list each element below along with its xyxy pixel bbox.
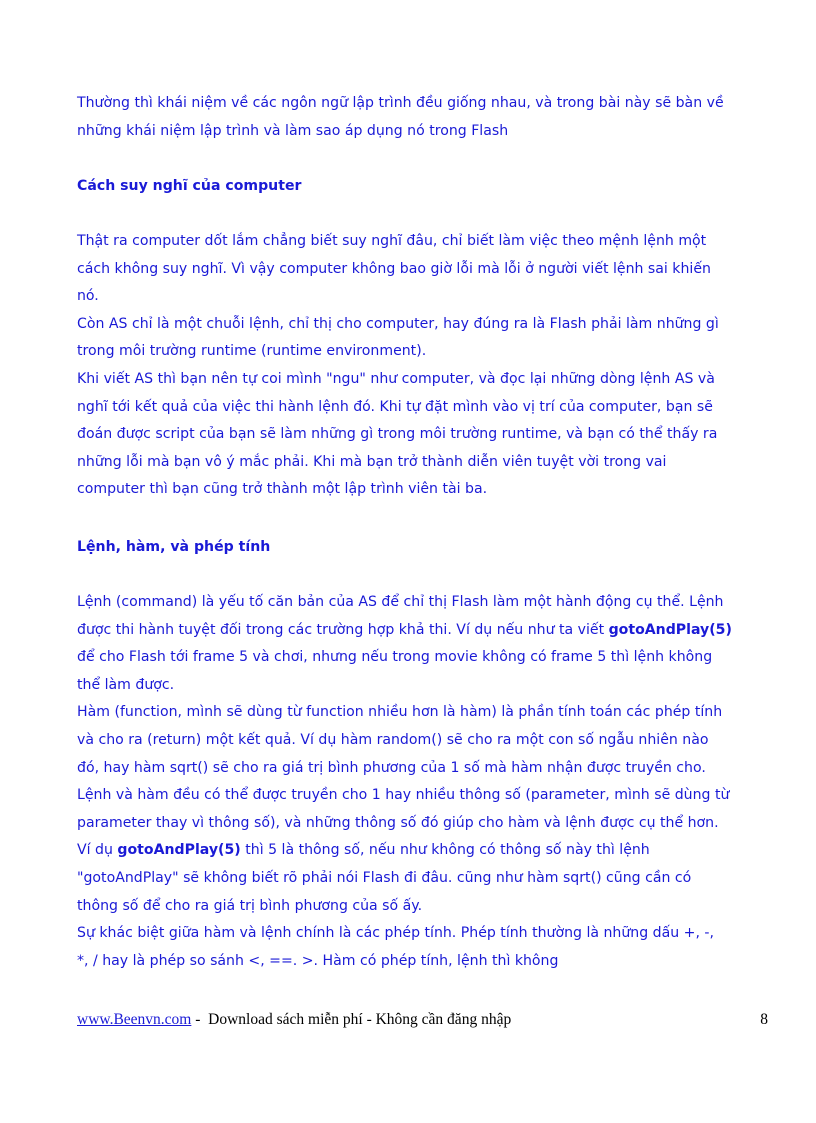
text-line: đó, hay hàm sqrt() sẽ cho ra giá trị bình phương của 1 số mà hàm nhận được truyền cho. <box>77 759 706 776</box>
text-line: Sự khác biệt giữa hàm và lệnh chính là các phép tính. Phép tính thường là những dấu +, -, <box>77 925 714 942</box>
text-line: trong môi trường runtime (runtime environment). <box>77 343 427 360</box>
intro-paragraph <box>77 90 777 145</box>
text-line: và cho ra (return) một kết quả. Ví dụ hàm random() sẽ cho ra một con số ngẫu nhiên nào <box>77 731 709 748</box>
inline-code: gotoAndPlay(5) <box>608 621 732 638</box>
section-body-computer-thinking <box>77 228 777 504</box>
text-line: Lệnh và hàm đều có thể được truyền cho 1 hay nhiều thông số (parameter, mình sẽ dùng từ <box>77 787 730 804</box>
text-line: những khái niệm lập trình và làm sao áp dụng nó trong Flash <box>77 122 509 139</box>
text-line: Lệnh (command) là yếu tố căn bản của AS để chỉ thị Flash làm một hành động cụ thể. Lệnh <box>77 594 724 610</box>
text-line: thông số để cho ra giá trị bình phương của số ấy. <box>77 897 423 914</box>
text-line: computer thì bạn cũng trở thành một lập trình viên tài ba. <box>77 481 488 498</box>
text-line: "gotoAndPlay" sẽ không biết rõ phải nói Flash đi đâu. cũng như hàm sqrt() cũng cần có <box>77 869 692 886</box>
text-line: nó. <box>77 288 99 305</box>
inline-code: gotoAndPlay(5) <box>117 842 241 859</box>
text-line: thể làm được. <box>77 676 175 693</box>
text-line: Thật ra computer dốt lắm chẳng biết suy nghĩ đâu, chỉ biết làm việc theo mệnh lệnh một <box>77 233 707 249</box>
section-body-commands-functions <box>77 589 777 975</box>
page-number: 8 <box>760 1011 768 1028</box>
text-line: Còn AS chỉ là một chuỗi lệnh, chỉ thị cho computer, hay đúng ra là Flash phải làm những gì <box>77 315 719 332</box>
text-line: Khi viết AS thì bạn nên tự coi mình "ngu" như computer, và đọc lại những dòng lệnh AS và <box>77 370 715 387</box>
text-line: được thi hành tuyệt đối trong các trường hợp khả thi. Ví dụ nếu như ta viết gotoAndPlay(5) <box>77 621 732 638</box>
text-line: cách không suy nghĩ. Vì vậy computer không bao giờ lỗi mà lỗi ở người viết lệnh sai khiến <box>77 260 711 277</box>
text-line: Hàm (function, mình sẽ dùng từ function nhiều hơn là hàm) là phần tính toán các phép tính <box>77 704 723 721</box>
text-line: *, / hay là phép so sánh <, ==. >. Hàm có phép tính, lệnh thì không <box>77 952 559 969</box>
page-footer <box>77 1011 768 1031</box>
text-line: đoán được script của bạn sẽ làm những gì trong môi trường runtime, và bạn có thể thấy ra <box>77 426 718 443</box>
text-line: nghĩ tới kết quả của việc thi hành lệnh đó. Khi tự đặt mình vào vị trí của computer, bạn sẽ <box>77 398 713 415</box>
text-line: Thường thì khái niệm về các ngôn ngữ lập trình đều giống nhau, và trong bài này sẽ bàn về <box>77 95 724 111</box>
footer-link[interactable]: www.Beenvn.com <box>77 1011 192 1028</box>
section-heading-commands-functions: Lệnh, hàm, và phép tính <box>77 539 271 555</box>
text-line: parameter thay vì thông số), và những thông số đó giúp cho hàm và lệnh được cụ thể hơn. <box>77 814 719 831</box>
text-line: Ví dụ gotoAndPlay(5) thì 5 là thông số, nếu như không có thông số này thì lệnh <box>77 842 650 859</box>
footer-text: Download sách miễn phí - Không cần đăng nhập <box>204 1011 512 1028</box>
text-line: để cho Flash tới frame 5 và chơi, nhưng nếu trong movie không có frame 5 thì lệnh không <box>77 649 713 666</box>
text-line: những lỗi mà bạn vô ý mắc phải. Khi mà bạn trở thành diễn viên tuyệt vời trong vai <box>77 453 667 470</box>
section-heading-computer-thinking: Cách suy nghĩ của computer <box>77 178 302 194</box>
footer-separator: - <box>191 1011 205 1028</box>
